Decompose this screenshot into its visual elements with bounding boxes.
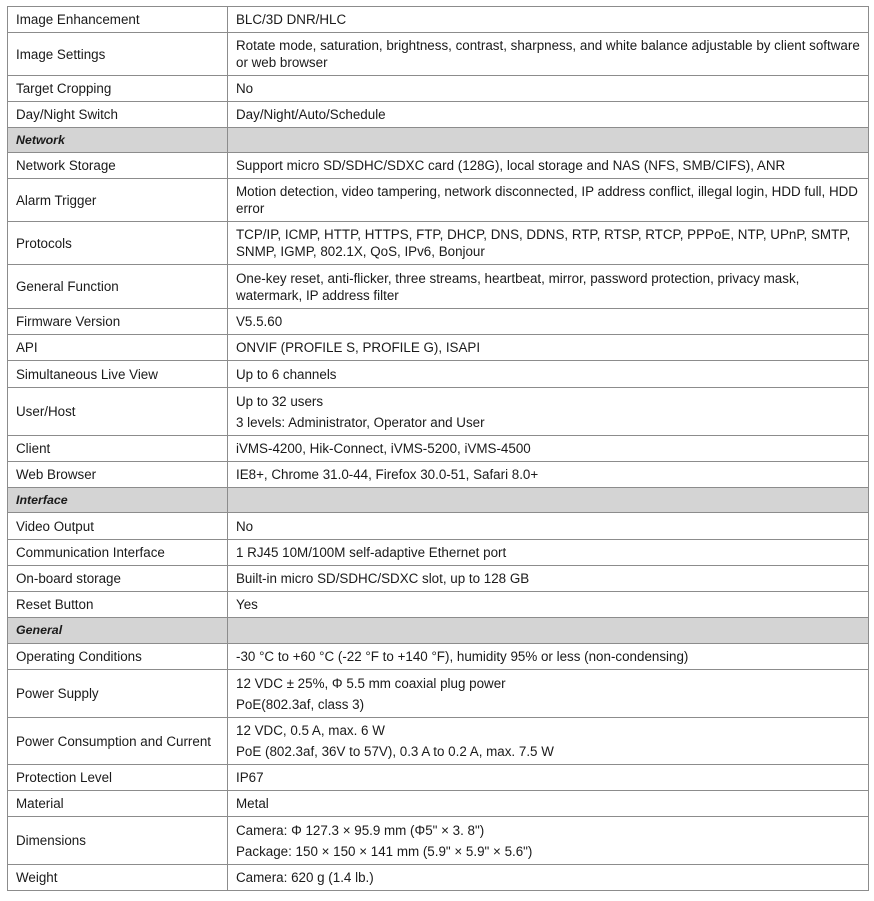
- section-header-row: [8, 488, 869, 513]
- section-header-row: [8, 618, 869, 644]
- spec-label: Alarm Trigger: [8, 179, 228, 222]
- spec-label: Power Supply: [8, 670, 228, 718]
- spec-value: [228, 76, 869, 102]
- spec-label: Simultaneous Live View: [8, 361, 228, 388]
- spec-value-line: No: [236, 518, 254, 534]
- spec-label: Web Browser: [8, 462, 228, 488]
- spec-value: [228, 865, 869, 891]
- spec-label: Target Cropping: [8, 76, 228, 102]
- spec-value-line: Day/Night/Auto/Schedule: [236, 107, 386, 122]
- spec-row: [8, 309, 869, 335]
- spec-row: [8, 644, 869, 670]
- spec-value-line: 12 VDC ± 25%, Φ 5.5 mm coaxial plug power: [236, 675, 506, 691]
- spec-value-line: Package: 150 × 150 × 141 mm (5.9" × 5.9" × 5.6"): [236, 843, 533, 859]
- spec-row: [8, 335, 869, 361]
- spec-row: [8, 540, 869, 566]
- spec-row: [8, 817, 869, 865]
- spec-value: [228, 222, 869, 265]
- spec-label: Network Storage: [8, 153, 228, 179]
- spec-row: [8, 670, 869, 718]
- spec-value: [228, 361, 869, 388]
- spec-value: [228, 540, 869, 566]
- spec-row: [8, 436, 869, 462]
- spec-label: Protection Level: [8, 765, 228, 791]
- spec-row: [8, 102, 869, 128]
- spec-value-line: TCP/IP, ICMP, HTTP, HTTPS, FTP, DHCP, DNS, DDNS, RTP, RTSP, RTCP, PPPoE, NTP, UPnP, SMTP, SNMP, IGMP, 802.1X, QoS, IPv6, Bonjour: [236, 227, 851, 259]
- spec-value: [228, 102, 869, 128]
- spec-value: [228, 309, 869, 335]
- spec-value-line: Metal: [236, 796, 269, 811]
- spec-value: [228, 179, 869, 222]
- spec-value: [228, 388, 869, 436]
- spec-value: [228, 644, 869, 670]
- spec-label: Client: [8, 436, 228, 462]
- spec-value-line: IP67: [236, 770, 264, 785]
- spec-value: [228, 513, 869, 540]
- spec-label: Communication Interface: [8, 540, 228, 566]
- spec-label: User/Host: [8, 388, 228, 436]
- spec-label: Image Enhancement: [8, 7, 228, 33]
- spec-label: Day/Night Switch: [8, 102, 228, 128]
- spec-row: [8, 462, 869, 488]
- spec-label: Image Settings: [8, 33, 228, 76]
- spec-row: [8, 33, 869, 76]
- spec-label: Operating Conditions: [8, 644, 228, 670]
- spec-value: [228, 153, 869, 179]
- spec-value-line: IE8+, Chrome 31.0-44, Firefox 30.0-51, Safari 8.0+: [236, 467, 539, 482]
- spec-value-line: No: [236, 81, 254, 96]
- spec-label: Weight: [8, 865, 228, 891]
- section-header-row: [8, 128, 869, 153]
- spec-label: Reset Button: [8, 592, 228, 618]
- section-blank-cell: [228, 488, 869, 513]
- spec-value-line: ONVIF (PROFILE S, PROFILE G), ISAPI: [236, 340, 481, 355]
- spec-value-line: -30 °C to +60 °C (-22 °F to +140 °F), humidity 95% or less (non-condensing): [236, 649, 689, 664]
- spec-label: Protocols: [8, 222, 228, 265]
- spec-row: [8, 592, 869, 618]
- spec-value-line: Yes: [236, 597, 258, 612]
- spec-value-line: One-key reset, anti-flicker, three streams, heartbeat, mirror, password protection, privacy mask, watermark, IP address filter: [236, 270, 800, 303]
- spec-value: [228, 592, 869, 618]
- spec-row: [8, 765, 869, 791]
- section-blank-cell: [228, 618, 869, 644]
- spec-row: [8, 865, 869, 891]
- spec-value: [228, 335, 869, 361]
- spec-value-line: PoE(802.3af, class 3): [236, 696, 365, 712]
- spec-value-line: 12 VDC, 0.5 A, max. 6 W: [236, 723, 385, 738]
- spec-row: [8, 361, 869, 388]
- spec-row: [8, 265, 869, 309]
- spec-value-line: Camera: Φ 127.3 × 95.9 mm (Φ5" × 3. 8"): [236, 822, 485, 838]
- section-title: Interface: [8, 488, 228, 513]
- spec-value: [228, 7, 869, 33]
- spec-value: [228, 33, 869, 76]
- spec-label: Power Consumption and Current: [8, 718, 228, 765]
- section-title: General: [8, 618, 228, 644]
- spec-value-line: Motion detection, video tampering, network disconnected, IP address conflict, illegal login, HDD full, HDD error: [236, 184, 858, 216]
- spec-value: [228, 765, 869, 791]
- spec-label: Material: [8, 791, 228, 817]
- spec-value: [228, 462, 869, 488]
- spec-label: General Function: [8, 265, 228, 309]
- spec-value-line: 3 levels: Administrator, Operator and User: [236, 414, 485, 430]
- spec-value: [228, 791, 869, 817]
- spec-value: [228, 436, 869, 462]
- spec-value-line: Up to 6 channels: [236, 366, 337, 382]
- section-title: Network: [8, 128, 228, 153]
- spec-row: [8, 513, 869, 540]
- spec-row: [8, 153, 869, 179]
- spec-value-line: 1 RJ45 10M/100M self-adaptive Ethernet port: [236, 545, 507, 560]
- spec-label: Firmware Version: [8, 309, 228, 335]
- spec-value: [228, 817, 869, 865]
- spec-row: [8, 566, 869, 592]
- spec-value: [228, 670, 869, 718]
- spec-value-line: Rotate mode, saturation, brightness, contrast, sharpness, and white balance adjustable by client software or web browser: [236, 38, 860, 70]
- spec-label: API: [8, 335, 228, 361]
- spec-value-line: BLC/3D DNR/HLC: [236, 12, 347, 27]
- spec-row: [8, 7, 869, 33]
- spec-label: On-board storage: [8, 566, 228, 592]
- spec-value-line: Camera: 620 g (1.4 lb.): [236, 870, 374, 885]
- spec-value: [228, 718, 869, 765]
- spec-value-line: V5.5.60: [236, 314, 283, 329]
- spec-value-line: iVMS-4200, Hik-Connect, iVMS-5200, iVMS-4500: [236, 441, 531, 456]
- spec-row: [8, 76, 869, 102]
- spec-row: [8, 179, 869, 222]
- spec-value: [228, 566, 869, 592]
- spec-label: Dimensions: [8, 817, 228, 865]
- spec-row: [8, 791, 869, 817]
- spec-table-body: [8, 7, 869, 891]
- spec-row: [8, 388, 869, 436]
- spec-row: [8, 718, 869, 765]
- spec-label: Video Output: [8, 513, 228, 540]
- spec-table: [7, 6, 869, 891]
- section-blank-cell: [228, 128, 869, 153]
- spec-value-line: Built-in micro SD/SDHC/SDXC slot, up to 128 GB: [236, 571, 530, 586]
- spec-value-line: Up to 32 users: [236, 393, 324, 409]
- spec-value-line: PoE (802.3af, 36V to 57V), 0.3 A to 0.2 A, max. 7.5 W: [236, 744, 554, 759]
- spec-value-line: Support micro SD/SDHC/SDXC card (128G), local storage and NAS (NFS, SMB/CIFS), ANR: [236, 158, 786, 173]
- spec-row: [8, 222, 869, 265]
- spec-value: [228, 265, 869, 309]
